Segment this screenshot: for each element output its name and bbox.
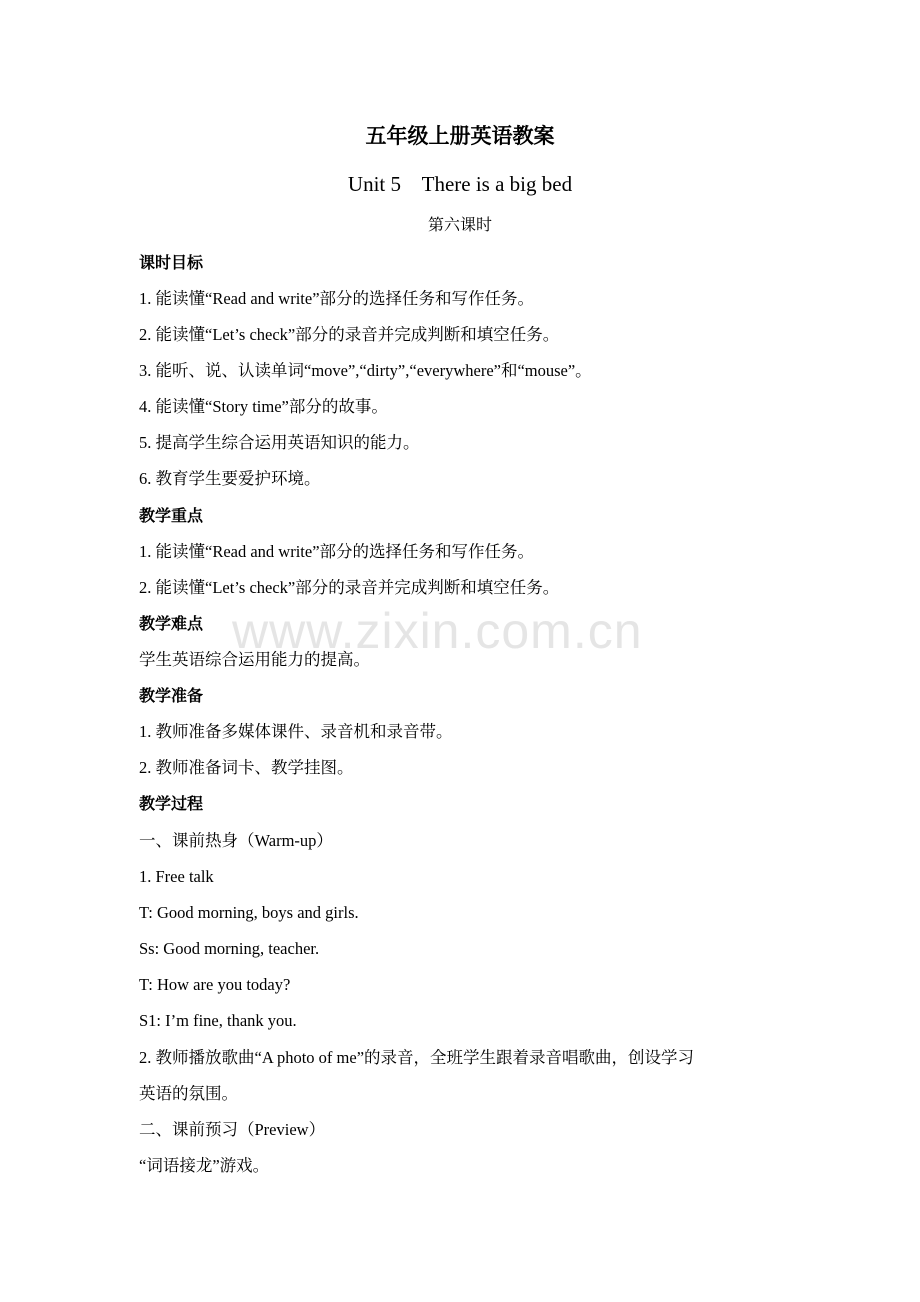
key-points-heading: 教学重点: [139, 506, 204, 525]
process-item: S1: I’m fine, thank you.: [139, 1011, 297, 1030]
process-item: T: Good morning, boys and girls.: [139, 903, 359, 922]
process-item: T: How are you today?: [139, 975, 291, 994]
difficulties-heading: 教学难点: [139, 614, 204, 633]
objective-item: 4. 能读懂“Story time”部分的故事。: [139, 397, 388, 416]
objective-item: 6. 教育学生要爱护环境。: [139, 469, 321, 488]
preparation-heading: 教学准备: [139, 686, 204, 705]
process-item: 2. 教师播放歌曲“A photo of me”的录音，全班学生跟着录音唱歌曲，创设学习: [139, 1048, 695, 1067]
process-item: “词语接龙”游戏。: [139, 1156, 270, 1175]
process-item: 英语的氛围。: [139, 1084, 238, 1103]
key-point-item: 1. 能读懂“Read and write”部分的选择任务和写作任务。: [139, 542, 535, 561]
objectives-heading: 课时目标: [139, 253, 204, 272]
difficulty-item: 学生英语综合运用能力的提高。: [139, 650, 370, 669]
objective-item: 1. 能读懂“Read and write”部分的选择任务和写作任务。: [139, 289, 535, 308]
process-heading: 教学过程: [139, 794, 204, 813]
key-point-item: 2. 能读懂“Let’s check”部分的录音并完成判断和填空任务。: [139, 578, 560, 597]
process-item: 1. Free talk: [139, 867, 214, 886]
process-item: Ss: Good morning, teacher.: [139, 939, 320, 958]
watermark: www.zixin.com.cn: [232, 603, 643, 659]
preparation-item: 2. 教师准备词卡、教学挂图。: [139, 758, 354, 777]
objective-item: 5. 提高学生综合运用英语知识的能力。: [139, 433, 420, 452]
lesson-label: 第六课时: [427, 217, 492, 234]
objective-item: 3. 能听、说、认读单词“move”,“dirty”,“everywhere”和“mouse”。: [139, 361, 592, 380]
document-title: 五年级上册英语教案: [365, 124, 555, 148]
preparation-item: 1. 教师准备多媒体课件、录音机和录音带。: [139, 722, 453, 741]
unit-title: Unit 5 There is a big bed: [347, 172, 573, 196]
process-item: 二、课前预习（Preview）: [139, 1120, 326, 1139]
objective-item: 2. 能读懂“Let’s check”部分的录音并完成判断和填空任务。: [139, 325, 560, 344]
process-item: 一、课前热身（Warm-up）: [139, 831, 333, 850]
